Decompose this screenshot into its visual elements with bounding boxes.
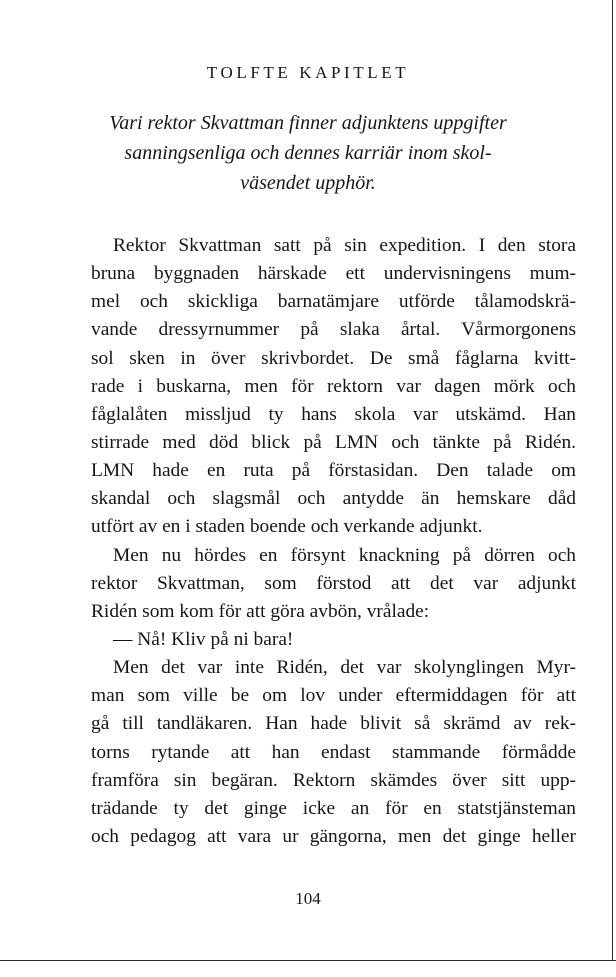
text-line: skandal och slagsmål och antydde än hemskare dåd [91,488,576,510]
page-edge-right [612,0,613,960]
text-line: Men nu hördes en försynt knackning på dörren och [113,544,576,566]
text-line: gå till tandläkaren. Han hade blivit så skrämd av rek- [91,713,576,735]
page-edge-bottom [0,960,616,961]
text-line: vande dressyrnummer på slaka årtal. Vårmorgonens [91,319,576,341]
text-line: framföra sin begäran. Rektorn skämdes över sitt upp- [91,769,576,791]
subtitle-line: sanningsenliga och dennes karriär inom skol- [124,142,492,164]
text-line: Ridén som kom för att göra avbön, vrålade: [91,600,430,622]
text-line: och pedagog att vara ur gängorna, men det ginge heller [91,825,576,847]
text-line: man som ville be om lov under eftermiddagen för att [91,685,576,707]
text-line: rade i buskarna, men för rektorn var dagen mörk och [91,375,576,397]
text-line: fåglalåten missljud ty hans skola var utskämd. Han [91,403,576,425]
text-line: stirrade med död blick på LMN och tänkte på Ridén. [91,431,576,453]
text-line: sol sken in över skrivbordet. De små fåglarna kvitt- [91,347,576,369]
chapter-subtitle [96,108,520,198]
text-line: trädande ty det ginge icke an för en statstjänsteman [91,797,576,819]
text-line: LMN hade en ruta på förstasidan. Den talade om [91,460,576,482]
page-number: 104 [295,889,321,908]
chapter-title: TOLFTE KAPITLET [206,63,410,82]
text-line: — Nå! Kliv på ni bara! [113,628,294,650]
subtitle-line: väsendet upphör. [240,172,376,194]
text-line: bruna byggnaden härskade ett undervisningens mum- [91,263,576,285]
text-line: torns rytande att han endast stammande förmådde [91,741,576,763]
text-line: mel och skickliga barnatämjare utförde tålamodskrä- [91,291,576,313]
body-text [91,232,576,851]
text-line: utfört av en i staden boende och verkande adjunkt. [91,516,483,538]
text-line: Rektor Skvattman satt på sin expedition. I den stora [113,235,576,256]
subtitle-line: Vari rektor Skvattman finner adjunktens uppgifter [109,112,507,134]
text-line: Men det var inte Ridén, det var skolynglingen Myr- [113,657,576,679]
text-line: rektor Skvattman, som förstod att det var adjunkt [91,572,576,594]
